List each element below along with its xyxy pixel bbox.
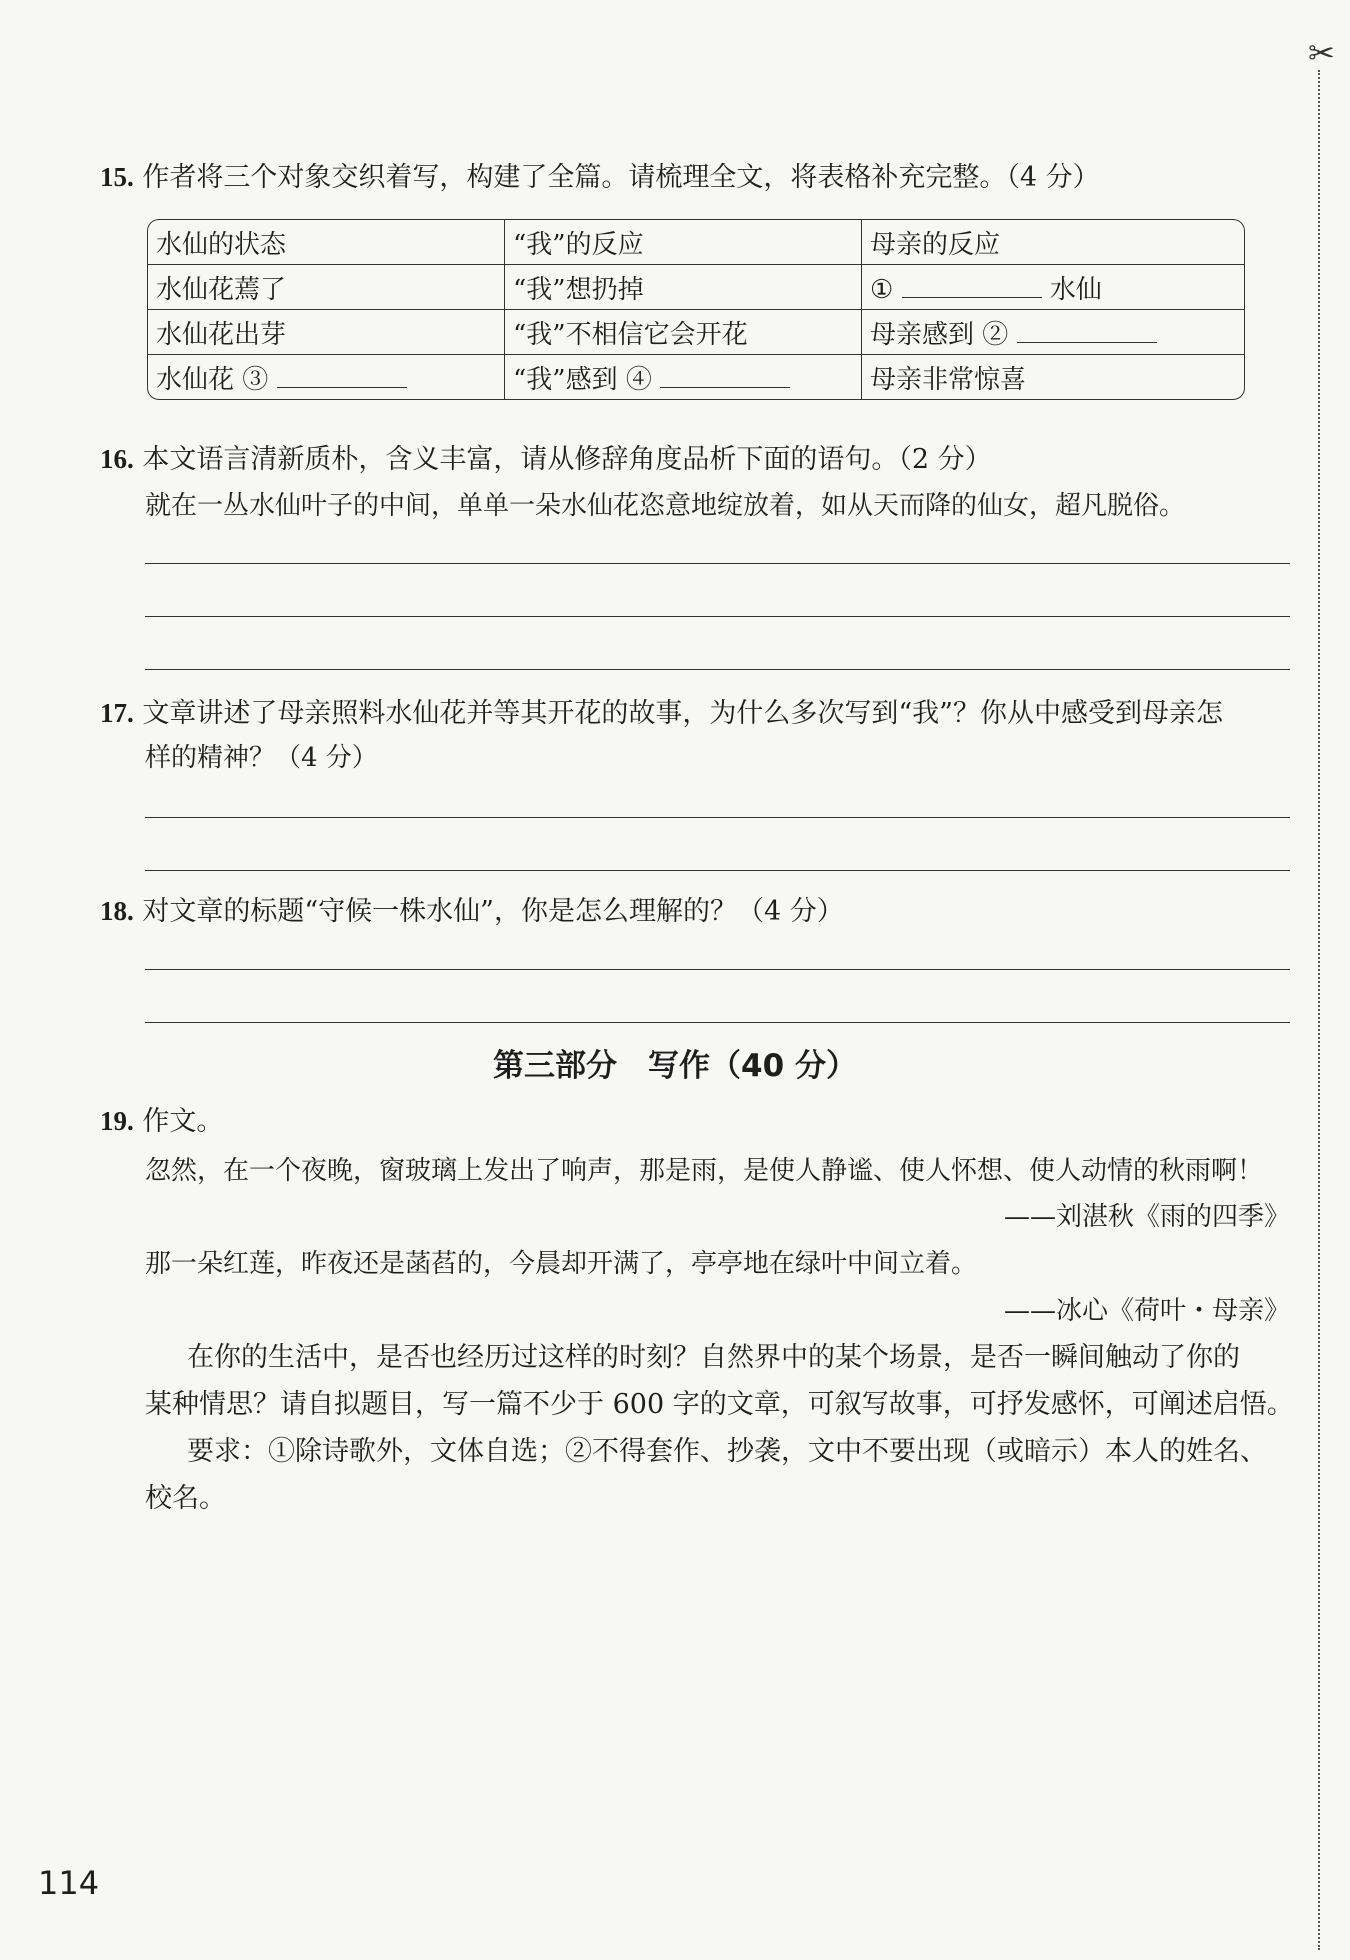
question-17 [100,690,1300,737]
cell-suffix: 水仙 [1049,274,1102,305]
table-row [148,265,1244,310]
requirements-paragraph: 要求：①除诗歌外，文体自选；②不得套作、抄袭，文中不要出现（或暗示）本人的姓名、 [187,1436,1267,1467]
blank-marker: “我”感到 ④ [513,364,652,395]
answer-line[interactable] [145,870,1290,871]
prompt-paragraph-continued: 某种情思？请自拟题目，写一篇不少于 600 字的文章，可叙写故事，可抒发感怀，可阐述启悟。 [145,1389,1294,1420]
question-number: 15. [100,162,134,192]
question-number: 19. [100,1106,134,1136]
answer-line[interactable] [145,1022,1290,1023]
table-row [148,355,1244,399]
answer-blank-1[interactable] [902,296,1042,298]
epigraph-source-2: ——冰心《荷叶・母亲》 [1003,1296,1290,1326]
question-number: 18. [100,896,134,926]
table-header-cell: “我”的反应 [505,220,862,265]
question-18 [100,888,1300,935]
scissors-icon: ✂ [1308,34,1335,72]
answer-blank-3[interactable] [277,386,407,388]
question-text: 作者将三个对象交织着写，构建了全篇。请梳理全文，将表格补充完整。（4 分） [142,162,1100,193]
table-cell [505,355,862,399]
table-cell: 水仙花出芽 [148,310,505,355]
table-cell [862,265,1244,310]
epigraph-source-1: ——刘湛秋《雨的四季》 [1003,1202,1290,1232]
table-cell: 水仙花蔫了 [148,265,505,310]
question-text: 本文语言清新质朴，含义丰富，请从修辞角度品析下面的语句。（2 分） [142,444,992,475]
table-cell [862,310,1244,355]
question-16 [100,436,1300,483]
prompt-paragraph: 在你的生活中，是否也经历过这样的时刻？自然界中的某个场景，是否一瞬间触动了你的 [187,1342,1240,1373]
table-header-row [148,220,1244,265]
answer-line[interactable] [145,969,1290,970]
table-cell: “我”想扔掉 [505,265,862,310]
table-header-cell: 水仙的状态 [148,220,505,265]
answer-blank-4[interactable] [660,386,790,388]
question-number: 16. [100,444,134,474]
blank-marker: 水仙花 ③ [156,364,269,395]
answer-line[interactable] [145,669,1290,670]
answer-line[interactable] [145,616,1290,617]
table-row [148,310,1244,355]
answer-blank-2[interactable] [1017,341,1157,343]
requirements-paragraph-continued: 校名。 [145,1483,226,1514]
epigraph-quote-1: 忽然，在一个夜晚，窗玻璃上发出了响声，那是雨，是使人静谧、使人怀想、使人动情的秋雨啊！ [145,1156,1264,1186]
question-19 [100,1098,1300,1145]
cut-line [1318,70,1320,1950]
table-header-cell: 母亲的反应 [862,220,1244,265]
quoted-sentence: 就在一丛水仙叶子的中间，单单一朵水仙花恣意地绽放着，如从天而降的仙女，超凡脱俗。 [145,491,1186,521]
answer-line[interactable] [145,817,1290,818]
question-text: 文章讲述了母亲照料水仙花并等其开花的故事，为什么多次写到“我”？你从中感受到母亲怎 [142,698,1223,729]
table-cell: “我”不相信它会开花 [505,310,862,355]
blank-marker: ① [870,274,894,305]
section-title: 第三部分 写作（40 分） [493,1048,857,1084]
fill-table [147,219,1245,400]
epigraph-quote-2: 那一朵红莲，昨夜还是菡萏的，今晨却开满了，亭亭地在绿叶中间立着。 [145,1249,978,1279]
table-cell: 母亲非常惊喜 [870,364,1027,395]
answer-line[interactable] [145,563,1290,564]
page-number: 114 [38,1864,100,1902]
blank-marker: 母亲感到 ② [870,319,1009,350]
question-text: 作文。 [142,1106,224,1137]
question-text: 对文章的标题“守候一株水仙”，你是怎么理解的？（4 分） [142,896,844,927]
question-text-continued: 样的精神？（4 分） [145,743,378,773]
question-15 [100,154,1300,201]
table-cell [148,355,505,399]
question-number: 17. [100,698,134,728]
